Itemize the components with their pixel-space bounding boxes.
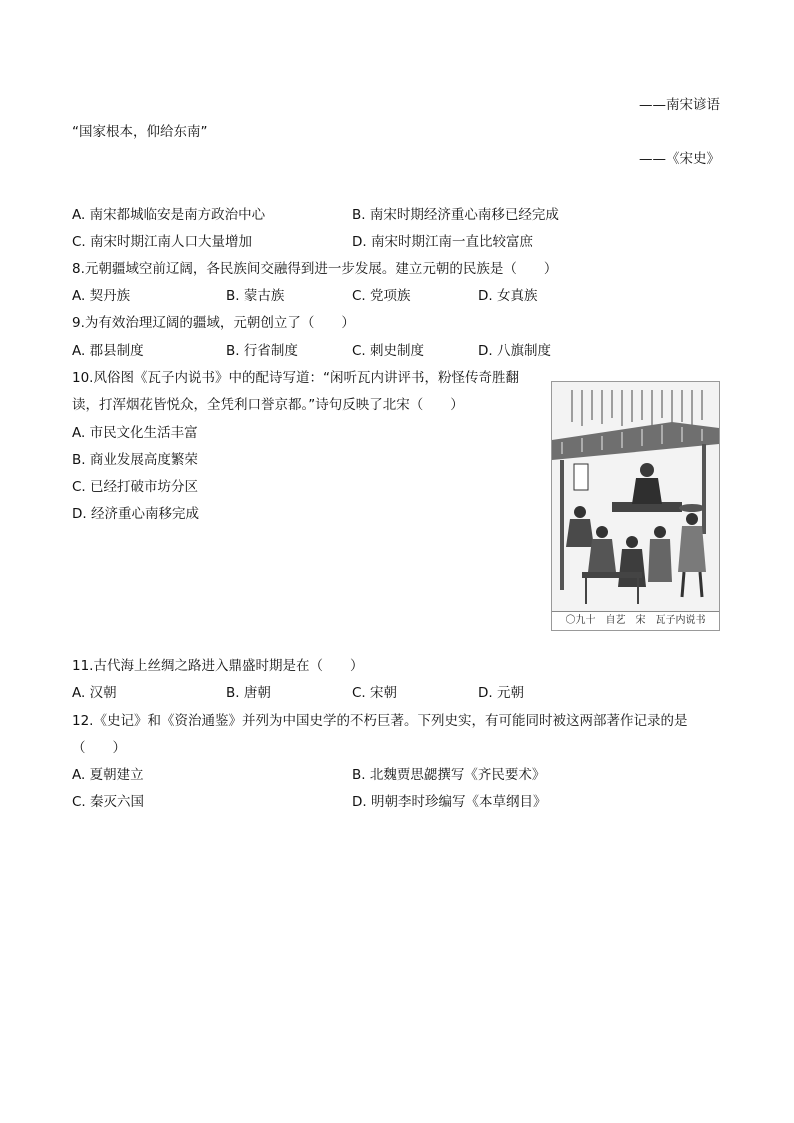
option-text: 刺史制度	[370, 343, 425, 359]
option-label: D.	[478, 685, 493, 701]
q9-stem: 9.为有效治理辽阔的疆域，元朝创立了（ ）	[72, 315, 355, 331]
option-label: B.	[352, 767, 366, 783]
option-text: 南宋时期江南一直比较富庶	[370, 234, 533, 250]
option-label: C.	[352, 288, 366, 304]
q10-option-a[interactable]	[72, 423, 198, 443]
q11-option-a[interactable]	[72, 683, 117, 703]
option-text: 已经打破市坊分区	[90, 479, 199, 495]
option-label: A.	[72, 343, 86, 359]
storytelling-illustration	[551, 381, 720, 631]
option-label: C.	[72, 479, 86, 495]
q10-stem-line-2: 读，打浑烟花皆悦众，全凭利口誉京都。”诗句反映了北宋（ ）	[72, 397, 464, 413]
option-text: 郡县制度	[89, 343, 144, 359]
q10-option-d[interactable]	[72, 504, 199, 524]
q8-option-d[interactable]	[478, 286, 537, 306]
option-text: 宋朝	[370, 685, 398, 701]
option-label: C.	[72, 794, 86, 810]
q10-option-b[interactable]	[72, 450, 198, 470]
q11-stem: 11.古代海上丝绸之路进入鼎盛时期是在（ ）	[72, 658, 364, 674]
q9-option-c[interactable]	[352, 341, 424, 361]
option-label: A.	[72, 207, 86, 223]
q12-stem-line-1: 12.《史记》和《资治通鉴》并列为中国史学的不朽巨著。下列史实，有可能同时被这两部著作记录的是	[72, 713, 688, 729]
option-label: B.	[226, 343, 240, 359]
q10-stem-line-1: 10.风俗图《瓦子内说书》中的配诗写道：“闲听瓦内讲评书，粉怪传奇胜翻	[72, 370, 519, 386]
q8-option-b[interactable]	[226, 286, 284, 306]
option-label: D.	[352, 794, 367, 810]
option-label: D.	[478, 343, 493, 359]
q12-option-a[interactable]	[72, 765, 144, 785]
option-text: 经济重心南移完成	[90, 506, 199, 522]
q10-option-c[interactable]	[72, 477, 198, 497]
option-text: 南宋都城临安是南方政治中心	[89, 207, 266, 223]
q11-option-b[interactable]	[226, 683, 271, 703]
option-label: A.	[72, 685, 86, 701]
option-label: B.	[72, 452, 86, 468]
q9-option-a[interactable]	[72, 341, 144, 361]
quote-source-1: ——南宋谚语	[639, 97, 720, 113]
q9-option-d[interactable]	[478, 341, 551, 361]
q11-option-c[interactable]	[352, 683, 397, 703]
option-text: 党项族	[370, 288, 411, 304]
option-text: 汉朝	[89, 685, 117, 701]
option-text: 南宋时期江南人口大量增加	[90, 234, 253, 250]
q12-option-c[interactable]	[72, 792, 144, 812]
quote-text-2: “国家根本，仰给东南”	[72, 124, 208, 140]
option-text: 元朝	[496, 685, 524, 701]
option-text: 唐朝	[243, 685, 271, 701]
option-label: A.	[72, 425, 86, 441]
option-label: D.	[478, 288, 493, 304]
option-text: 南宋时期经济重心南移已经完成	[369, 207, 559, 223]
q7-option-c[interactable]	[72, 232, 252, 252]
option-text: 明朝李时珍编写《本草纲目》	[370, 794, 547, 810]
option-text: 八旗制度	[496, 343, 551, 359]
q7-option-b[interactable]	[352, 205, 559, 225]
option-text: 秦灭六国	[90, 794, 145, 810]
option-text: 蒙古族	[243, 288, 285, 304]
q8-option-a[interactable]	[72, 286, 130, 306]
q9-option-b[interactable]	[226, 341, 298, 361]
figure-caption: 〇九十 自艺 宋 瓦子内说书	[552, 611, 719, 630]
option-label: D.	[352, 234, 367, 250]
q8-stem: 8.元朝疆域空前辽阔，各民族间交融得到进一步发展。建立元朝的民族是（ ）	[72, 261, 558, 277]
option-label: A.	[72, 767, 86, 783]
option-text: 行省制度	[243, 343, 298, 359]
option-label: B.	[226, 685, 240, 701]
option-text: 夏朝建立	[89, 767, 144, 783]
option-label: C.	[352, 685, 366, 701]
option-text: 商业发展高度繁荣	[89, 452, 198, 468]
option-text: 契丹族	[89, 288, 131, 304]
quote-source-2: ——《宋史》	[639, 151, 720, 167]
option-text: 北魏贾思勰撰写《齐民要术》	[369, 767, 546, 783]
option-label: C.	[72, 234, 86, 250]
option-label: A.	[72, 288, 86, 304]
q7-option-a[interactable]	[72, 205, 265, 225]
q8-option-c[interactable]	[352, 286, 411, 306]
q12-option-d[interactable]	[352, 792, 546, 812]
option-label: B.	[226, 288, 240, 304]
option-label: B.	[352, 207, 366, 223]
option-text: 女真族	[496, 288, 538, 304]
q12-stem-line-2: （ ）	[72, 740, 126, 756]
q12-option-b[interactable]	[352, 765, 545, 785]
option-label: C.	[352, 343, 366, 359]
option-text: 市民文化生活丰富	[89, 425, 198, 441]
q11-option-d[interactable]	[478, 683, 524, 703]
option-label: D.	[72, 506, 87, 522]
q7-option-d[interactable]	[352, 232, 533, 252]
